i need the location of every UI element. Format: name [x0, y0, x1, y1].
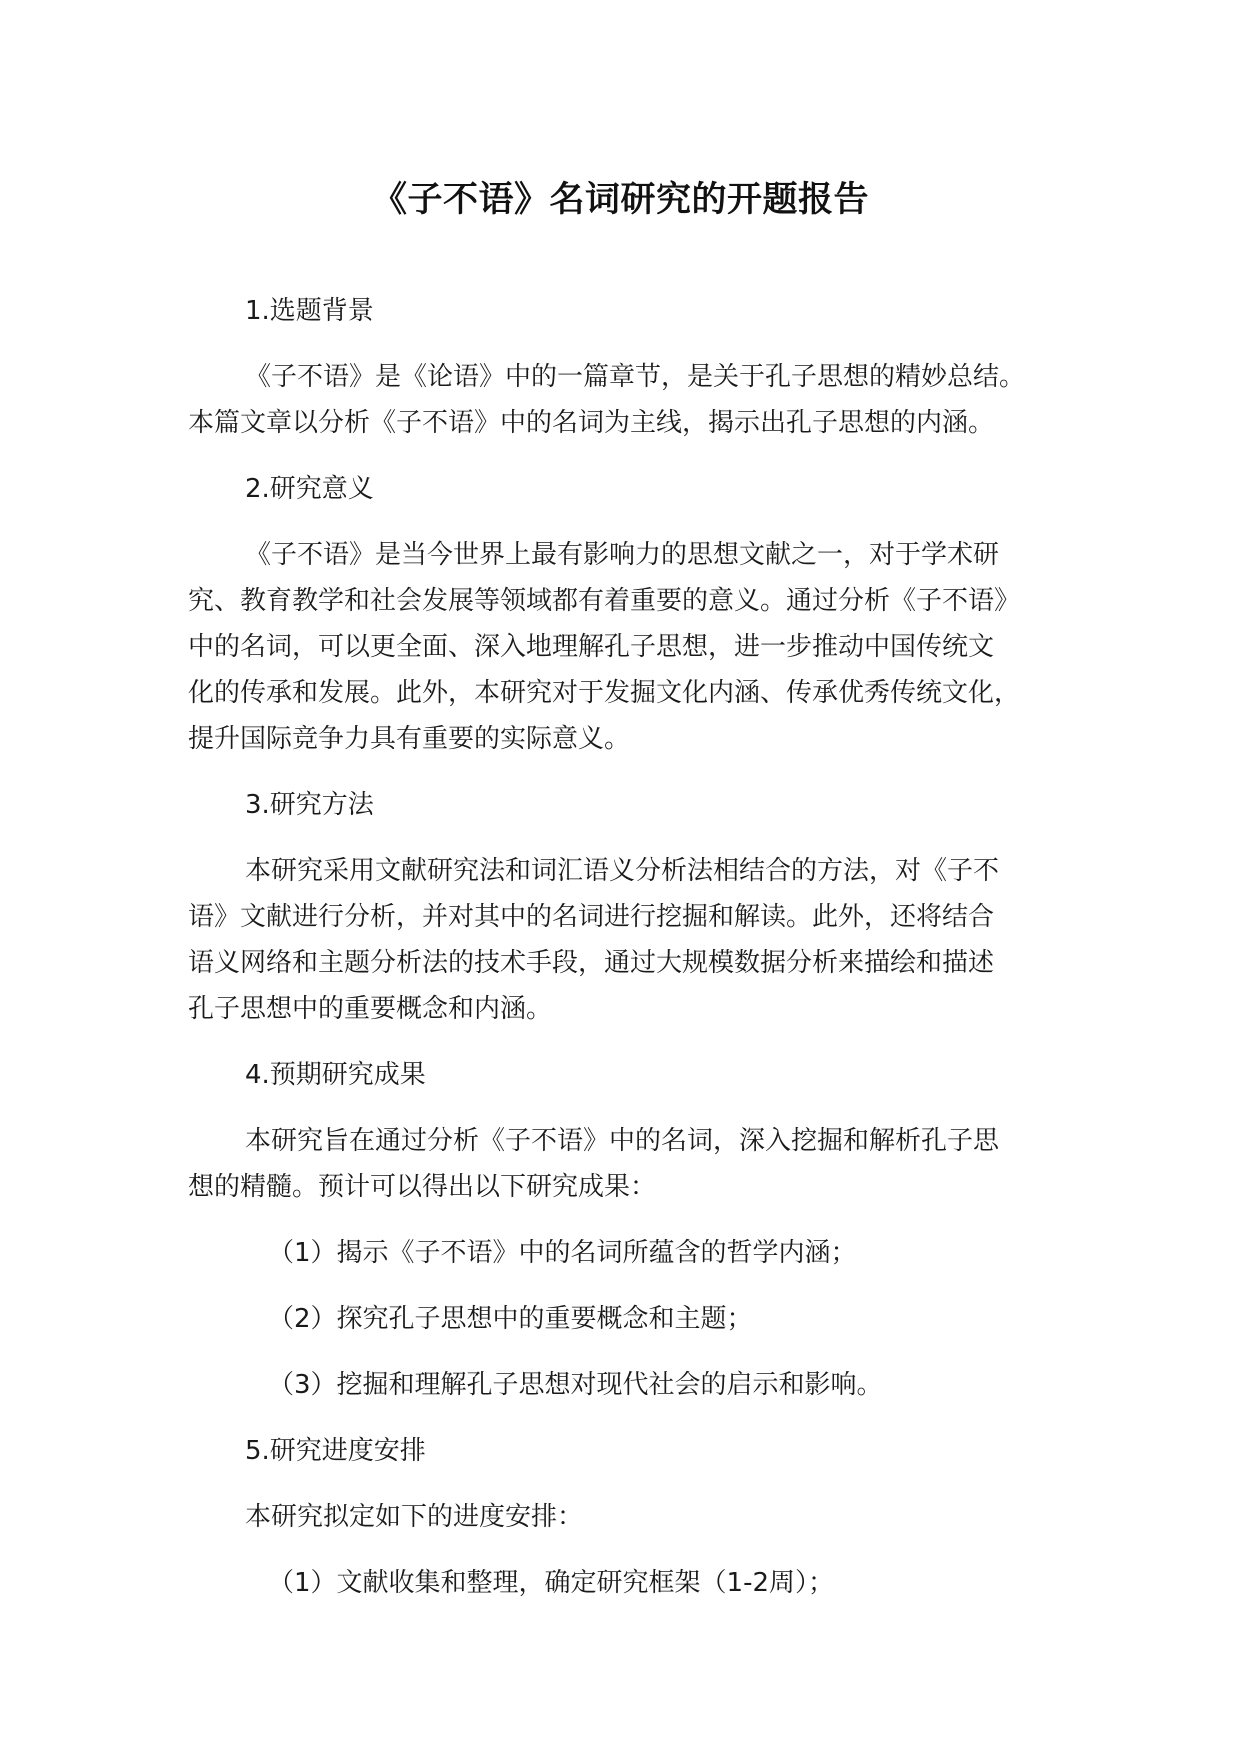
paragraph-line: 中的名词，可以更全面、深入地理解孔子思想，进一步推动中国传统文: [188, 632, 995, 662]
section-heading: 3.研究方法: [245, 790, 374, 820]
section-heading: 4.预期研究成果: [245, 1060, 426, 1090]
section-paragraph: [188, 848, 1078, 1032]
section-paragraph: [188, 354, 1078, 446]
section-heading: 5.研究进度安排: [245, 1436, 426, 1466]
paragraph-line: 化的传承和发展。此外，本研究对于发掘文化内涵、传承优秀传统文化，: [188, 678, 1021, 708]
paragraph-line: 想的精髓。预计可以得出以下研究成果：: [188, 1172, 657, 1202]
list-item: （3）挖掘和理解孔子思想对现代社会的启示和影响。: [268, 1370, 883, 1400]
section-paragraph: [188, 532, 1078, 762]
document-title: 《子不语》名词研究的开题报告: [371, 180, 869, 220]
section-paragraph: 本研究拟定如下的进度安排：: [245, 1502, 584, 1532]
list-item: （2）探究孔子思想中的重要概念和主题；: [268, 1304, 753, 1334]
section-paragraph: [188, 1118, 1078, 1210]
paragraph-line: 究、教育教学和社会发展等领域都有着重要的意义。通过分析《子不语》: [188, 586, 1021, 616]
paragraph-line: 本篇文章以分析《子不语》中的名词为主线，揭示出孔子思想的内涵。: [188, 408, 995, 438]
paragraph-line: 提升国际竞争力具有重要的实际意义。: [188, 724, 631, 754]
paragraph-line: 本研究旨在通过分析《子不语》中的名词，深入挖掘和解析孔子思: [245, 1126, 1000, 1156]
section-heading: 1.选题背景: [245, 296, 374, 326]
paragraph-line: 孔子思想中的重要概念和内涵。: [188, 994, 553, 1024]
paragraph-line: 语义网络和主题分析法的技术手段，通过大规模数据分析来描绘和描述: [188, 948, 995, 978]
paragraph-line: 《子不语》是当今世界上最有影响力的思想文献之一，对于学术研: [245, 540, 1000, 570]
document-body: [188, 288, 1078, 1626]
list-item: （1）文献收集和整理，确定研究框架（1-2周）；: [268, 1568, 835, 1598]
section-heading: 2.研究意义: [245, 474, 374, 504]
paragraph-line: 本研究采用文献研究法和词汇语义分析法相结合的方法，对《子不: [245, 856, 1000, 886]
paragraph-line: 语》文献进行分析，并对其中的名词进行挖掘和解读。此外，还将结合: [188, 902, 995, 932]
paragraph-line: 《子不语》是《论语》中的一篇章节，是关于孔子思想的精妙总结。: [245, 362, 1026, 392]
list-item: （1）揭示《子不语》中的名词所蕴含的哲学内涵；: [268, 1238, 857, 1268]
